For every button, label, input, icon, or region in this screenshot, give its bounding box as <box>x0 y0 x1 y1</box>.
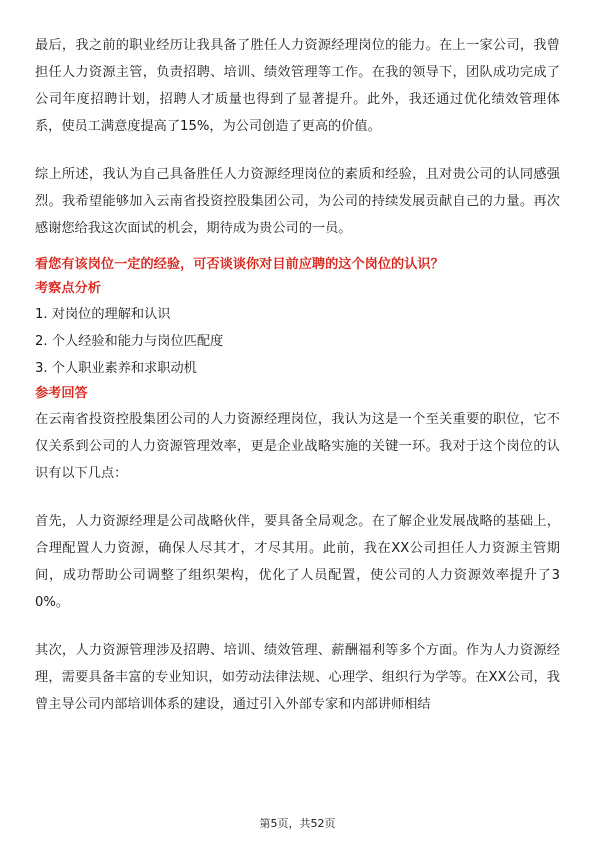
analysis-item-3: 3. 个人职业素养和求职动机 <box>35 361 197 376</box>
intro-paragraph-2: 综上所述，我认为自己具备胜任人力资源经理岗位的素质和经验，且对贵公司的认同感强烈。我希望能够加入云南省投资控股集团公司，为公司的持续发展贡献自己的力量。再次感谢您给我这次面试的机会，期待成为贵公司的一员。 <box>35 167 560 236</box>
page-number-footer: 第5页，共52页 <box>259 817 336 830</box>
answer-paragraph-3: 其次，人力资源管理涉及招聘、培训、绩效管理、薪酬福利等多个方面。作为人力资源经理，需要具备丰富的专业知识，如劳动法律法规、心理学、组织行为学等。在XX公司，我曾主导公司内部培训体系的建设，通过引入外部专家和内部讲师相结 <box>35 643 560 712</box>
answer-paragraph-1: 在云南省投资控股集团公司的人力资源经理岗位，我认为这是一个至关重要的职位，它不仅关系到公司的人力资源管理效率，更是企业战略实施的关键一环。我对于这个岗位的认识有以下几点： <box>35 412 560 481</box>
analysis-title: 考察点分析 <box>35 281 101 296</box>
answer-title: 参考回答 <box>35 386 88 401</box>
answer-paragraph-2: 首先，人力资源经理是公司战略伙伴，要具备全局观念。在了解企业发展战略的基础上，合理配置人力资源，确保人尽其才，才尽其用。此前，我在XX公司担任人力资源主管期间，成功帮助公司调整了组织架构，优化了人员配置，使公司的人力资源效率提升了30%。 <box>35 514 560 610</box>
paragraph-gap <box>35 616 560 637</box>
analysis-item-2: 2. 个人经验和能力与岗位匹配度 <box>35 334 224 349</box>
analysis-item-1: 1. 对岗位的理解和认识 <box>35 307 171 322</box>
intro-paragraph-1: 最后，我之前的职业经历让我具备了胜任人力资源经理岗位的能力。在上一家公司，我曾担任人力资源主管，负责招聘、培训、绩效管理等工作。在我的领导下，团队成功完成了公司年度招聘计划，招聘人才质量也得到了显著提升。此外，我还通过优化绩效管理体系，使员工满意度提高了15%，为公司创造了更高的价值。 <box>35 38 560 134</box>
paragraph-gap <box>35 140 560 161</box>
interview-question: 看您有该岗位一定的经验，可否谈谈你对目前应聘的这个岗位的认识？ <box>35 257 444 272</box>
document-page <box>35 32 560 718</box>
paragraph-gap <box>35 487 560 508</box>
analysis-list <box>35 301 560 382</box>
